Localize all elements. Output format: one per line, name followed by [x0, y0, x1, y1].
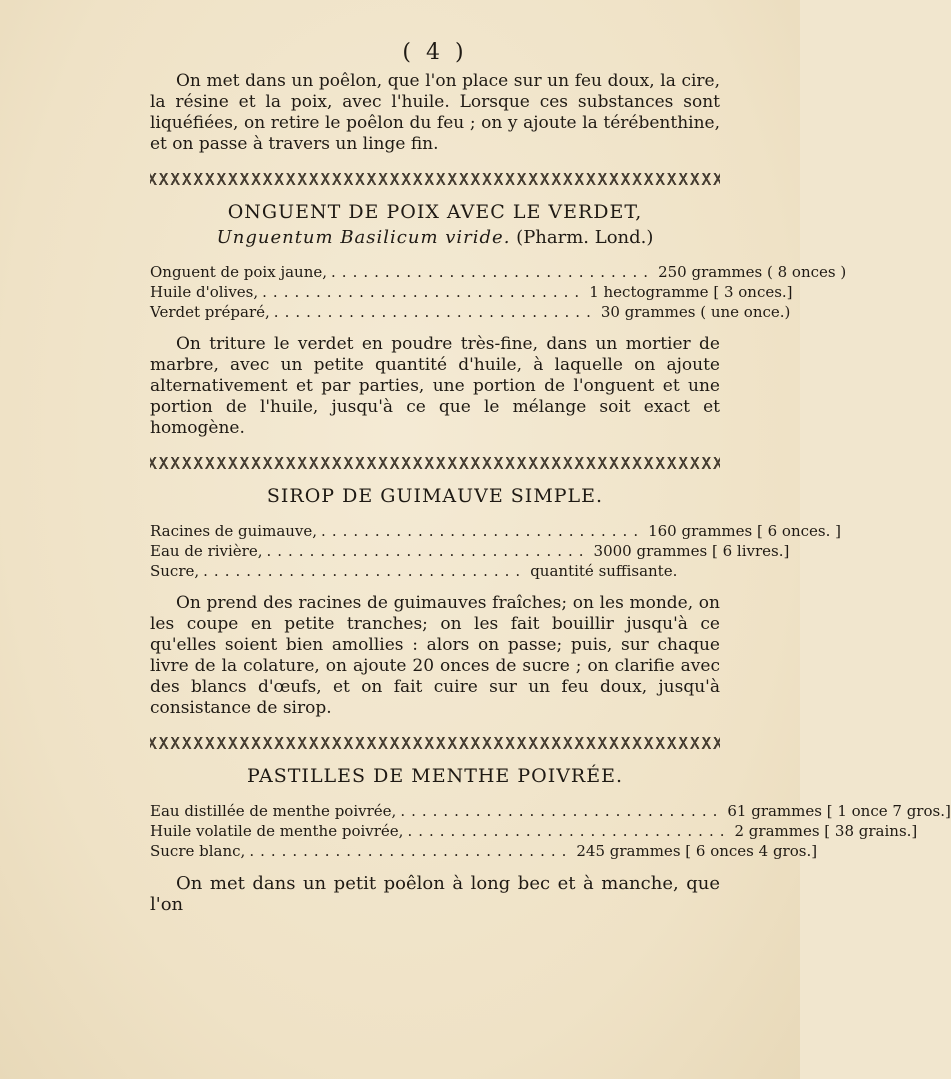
- page-content: [150, 40, 951, 915]
- leader-dots: ..............................: [266, 542, 590, 560]
- page-number: ( 4 ): [402, 40, 468, 65]
- ingredient-name: Huile d'olives,: [150, 283, 259, 301]
- ornamental-divider: [150, 173, 720, 185]
- pharmacopoeia-ref: (Pharm. Lond.): [516, 227, 654, 248]
- ingredient-name: Racines de guimauve,: [150, 522, 318, 540]
- section-title-onguent: ONGUENT DE POIX AVEC LE VERDET,: [227, 201, 643, 223]
- ingredient-list-pastilles: [150, 801, 951, 861]
- leader-dots: ..............................: [273, 303, 597, 321]
- ingredient-name: Eau distillée de menthe poivrée,: [150, 802, 397, 820]
- instructions-onguent: On triture le verdet en poudre très-fine, dans un mortier de marbre, avec un petite quantité d'huile, à laquelle on ajoute alternativement et par parties, une portion de l'onguent et une portion de l'huile, jusqu'à ce que le mélange soit exact et homogène.: [150, 334, 720, 438]
- ornamental-divider: [150, 457, 720, 469]
- ingredient-row: [150, 262, 847, 282]
- intro-paragraph: On met dans un poêlon, que l'on place sur un feu doux, la cire, la résine et la poix, avec l'huile. Lorsque ces substances sont liquéfiées, on retire le poêlon du feu ; on y ajoute la térébenthine, et on passe à travers un linge fin.: [150, 71, 720, 154]
- ingredient-row: [150, 302, 791, 322]
- ingredient-quantity: quantité suffisante.: [530, 562, 678, 580]
- ingredient-row: [150, 801, 951, 821]
- ingredient-row: [150, 521, 841, 541]
- ingredient-quantity: 160 grammes [ 6 onces. ]: [648, 522, 841, 540]
- ingredient-name: Eau de rivière,: [150, 542, 263, 560]
- ingredient-quantity: 250 grammes ( 8 onces ): [658, 263, 847, 281]
- section-title-sirop: SIROP DE GUIMAUVE SIMPLE.: [266, 485, 604, 507]
- ingredient-name: Verdet préparé,: [150, 303, 270, 321]
- ingredient-quantity: 61 grammes [ 1 once 7 gros.]: [727, 802, 951, 820]
- ingredient-row: [150, 821, 918, 841]
- leader-dots: ..............................: [262, 283, 586, 301]
- leader-dots: ..............................: [400, 802, 724, 820]
- ingredient-row: [150, 841, 818, 861]
- ingredient-name: Onguent de poix jaune,: [150, 263, 328, 281]
- leader-dots: ..............................: [321, 522, 645, 540]
- latin-name: Unguentum Basilicum viride.: [216, 227, 511, 248]
- ingredient-row: [150, 282, 793, 302]
- leader-dots: ..............................: [249, 842, 573, 860]
- ingredient-quantity: 3000 grammes [ 6 livres.]: [593, 542, 790, 560]
- ingredient-quantity: 30 grammes ( une once.): [600, 303, 791, 321]
- ingredient-quantity: 2 grammes [ 38 grains.]: [734, 822, 918, 840]
- section-title-pastilles: PASTILLES DE MENTHE POIVRÉE.: [246, 765, 624, 787]
- ingredient-quantity: 245 grammes [ 6 onces 4 gros.]: [576, 842, 818, 860]
- ingredient-row: [150, 561, 720, 581]
- leader-dots: ..............................: [407, 822, 731, 840]
- instructions-pastilles: On met dans un petit poêlon à long bec et à manche, que l'on: [150, 873, 720, 915]
- section-subtitle-onguent: [150, 227, 720, 248]
- instructions-sirop: On prend des racines de guimauves fraîches; on les monde, on les coupe en petite tranches; on les fait bouillir jusqu'à ce qu'elles soient bien amollies : alors on passe; puis, sur chaque livre de la colature, on ajoute 20 onces de sucre ; on clarifie avec des blancs d'œufs, et on fait cuire sur un feu doux, jusqu'à consistance de sirop.: [150, 593, 720, 718]
- leader-dots: ..............................: [331, 263, 655, 281]
- ornamental-divider: [150, 737, 720, 749]
- ingredient-name: Huile volatile de menthe poivrée,: [150, 822, 404, 840]
- ingredient-row: [150, 541, 790, 561]
- ingredient-name: Sucre,: [150, 562, 200, 580]
- ingredient-name: Sucre blanc,: [150, 842, 246, 860]
- ingredient-quantity: 1 hectogramme [ 3 onces.]: [589, 283, 793, 301]
- ingredient-list-onguent: [150, 262, 847, 322]
- ingredient-list-sirop: [150, 521, 841, 581]
- leader-dots: ..............................: [203, 562, 527, 580]
